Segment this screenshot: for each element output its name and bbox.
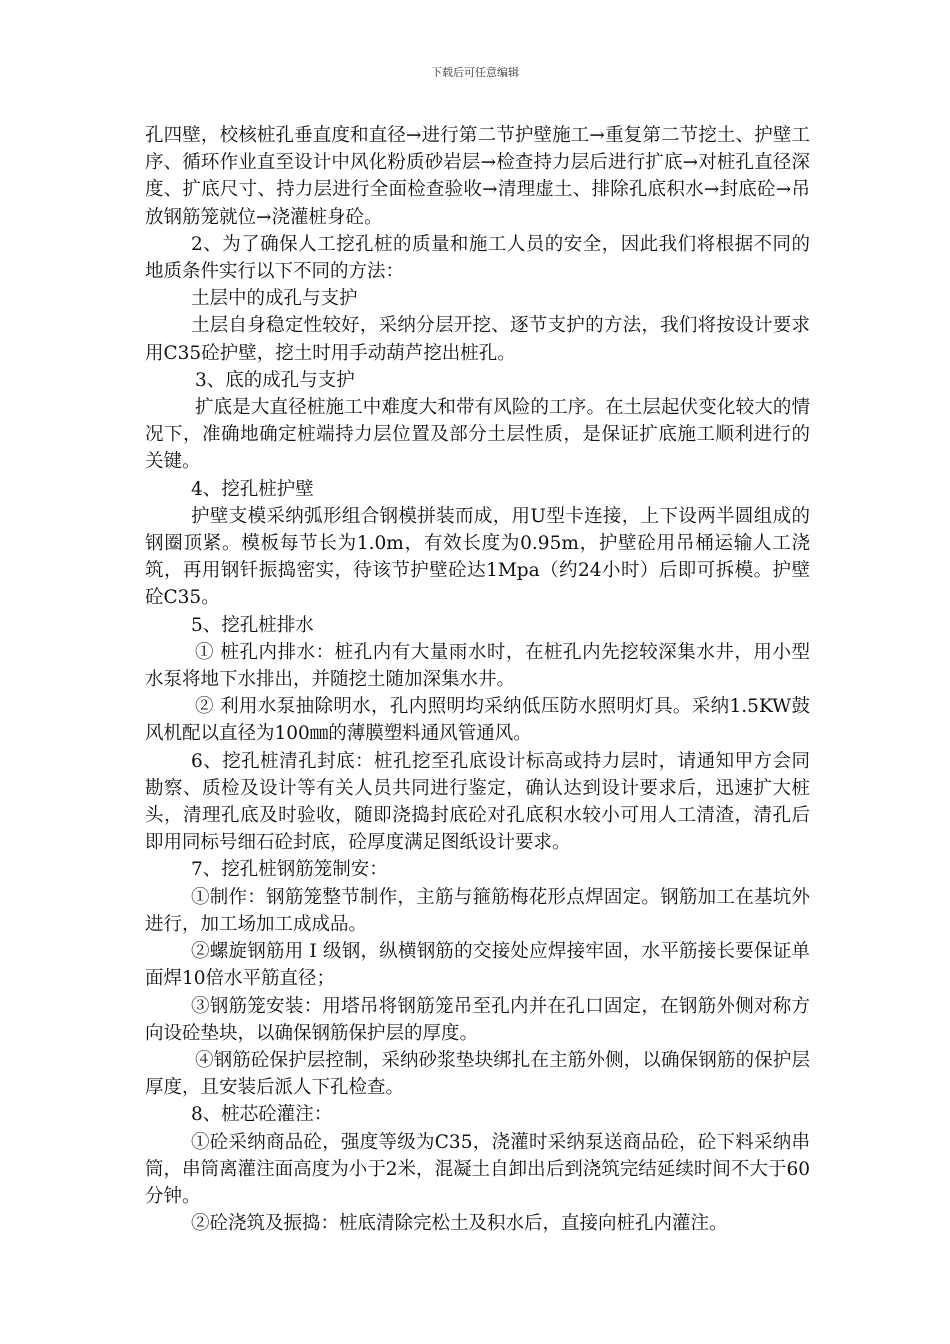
paragraph: ① 桩孔内排水：桩孔内有大量雨水时，在桩孔内先挖较深集水井，用小型水泵将地下水排出，并随挖土随加深集水井。 (145, 641, 810, 691)
paragraph: 6、挖孔桩清孔封底：桩孔挖至孔底设计标高或持力层时，请通知甲方会同勘察、质检及设计等有关人员共同进行鉴定，确认达到设计要求后，迅速扩大桩头，清理孔底及时验收，随即浇捣封底砼对孔底积水较小可用人工清渣，清孔后即用同标号细石砼封底，砼厚度满足图纸设计要求。 (145, 750, 810, 854)
document-body (145, 122, 810, 1237)
paragraph: ③钢筋笼安装：用塔吊将钢筋笼吊至孔内并在孔口固定，在钢筋外侧对称方向设砼垫块，以确保钢筋保护层的厚度。 (145, 995, 810, 1044)
paragraph: 8、桩芯砼灌注： (191, 1104, 333, 1126)
paragraph: ①砼采纳商品砼，强度等级为C35，浇灌时采纳泵送商品砼，砼下料采纳串筒，串筒离灌注面高度为小于2米，混凝土自卸出后到浇筑完结延续时间不大于60分钟。 (145, 1131, 810, 1207)
paragraph: ①制作：钢筋笼整节制作，主筋与箍筋梅花形点焊固定。钢筋加工在基坑外进行，加工场加工成成品。 (145, 886, 810, 935)
paragraph: 孔四壁，校核桩孔垂直度和直径→进行第二节护壁施工→重复第二节挖土、护壁工序、循环作业直至设计中风化粉质砂岩层→检查持力层后进行扩底→对桩孔直径深度、扩底尺寸、持力层进行全面检查验收→清理虚土、排除孔底积水→封底砼→吊放钢筋笼就位→浇灌桩身砼。 (145, 125, 810, 228)
paragraph: ④钢筋砼保护层控制，采纳砂浆垫块绑扎在主筋外侧，以确保钢筋的保护层厚度，且安装后派人下孔检查。 (145, 1049, 810, 1099)
paragraph: 土层自身稳定性较好，采纳分层开挖、逐节支护的方法，我们将按设计要求用C35砼护壁，挖土时用手动葫芦挖出桩孔。 (145, 315, 810, 364)
paragraph: 土层中的成孔与支护 (191, 288, 358, 310)
paragraph: ②螺旋钢筋用 I 级钢，纵横钢筋的交接处应焊接牢固，水平筋接长要保证单面焊10倍水平筋直径； (145, 941, 810, 990)
paragraph: 4、挖孔桩护壁 (191, 478, 314, 500)
paragraph: ②砼浇筑及振捣：桩底清除完松土及积水后，直接向桩孔内灌注。 (191, 1213, 728, 1235)
page-header: 下载后可任意编辑 (431, 66, 519, 79)
paragraph: 护壁支模采纳弧形组合钢模拼装而成，用U型卡连接，上下设两半圆组成的钢圈顶紧。模板每节长为1.0m，有效长度为0.95m，护壁砼用吊桶运输人工浇筑，再用钢钎振捣密实，待该节护壁砼达1Mpa（约24小时）后即可拆模。护壁砼C35。 (145, 505, 810, 609)
paragraph: 5、挖孔桩排水 (191, 614, 314, 636)
paragraph: 7、挖孔桩钢筋笼制安： (191, 859, 388, 881)
paragraph: ② 利用水泵抽除明水，孔内照明均采纳低压防水照明灯具。采纳1.5KW鼓风机配以直径为100㎜的薄膜塑料通风管通风。 (145, 696, 810, 745)
paragraph: 2、为了确保人工挖孔桩的质量和施工人员的安全，因此我们将根据不同的地质条件实行以下不同的方法： (145, 233, 810, 283)
paragraph: 扩底是大直径桩施工中难度大和带有风险的工序。在土层起伏变化较大的情况下，准确地确定桩端持力层位置及部分土层性质，是保证扩底施工顺利进行的关键。 (145, 397, 810, 473)
paragraph: 3、底的成孔与支护 (195, 369, 355, 391)
